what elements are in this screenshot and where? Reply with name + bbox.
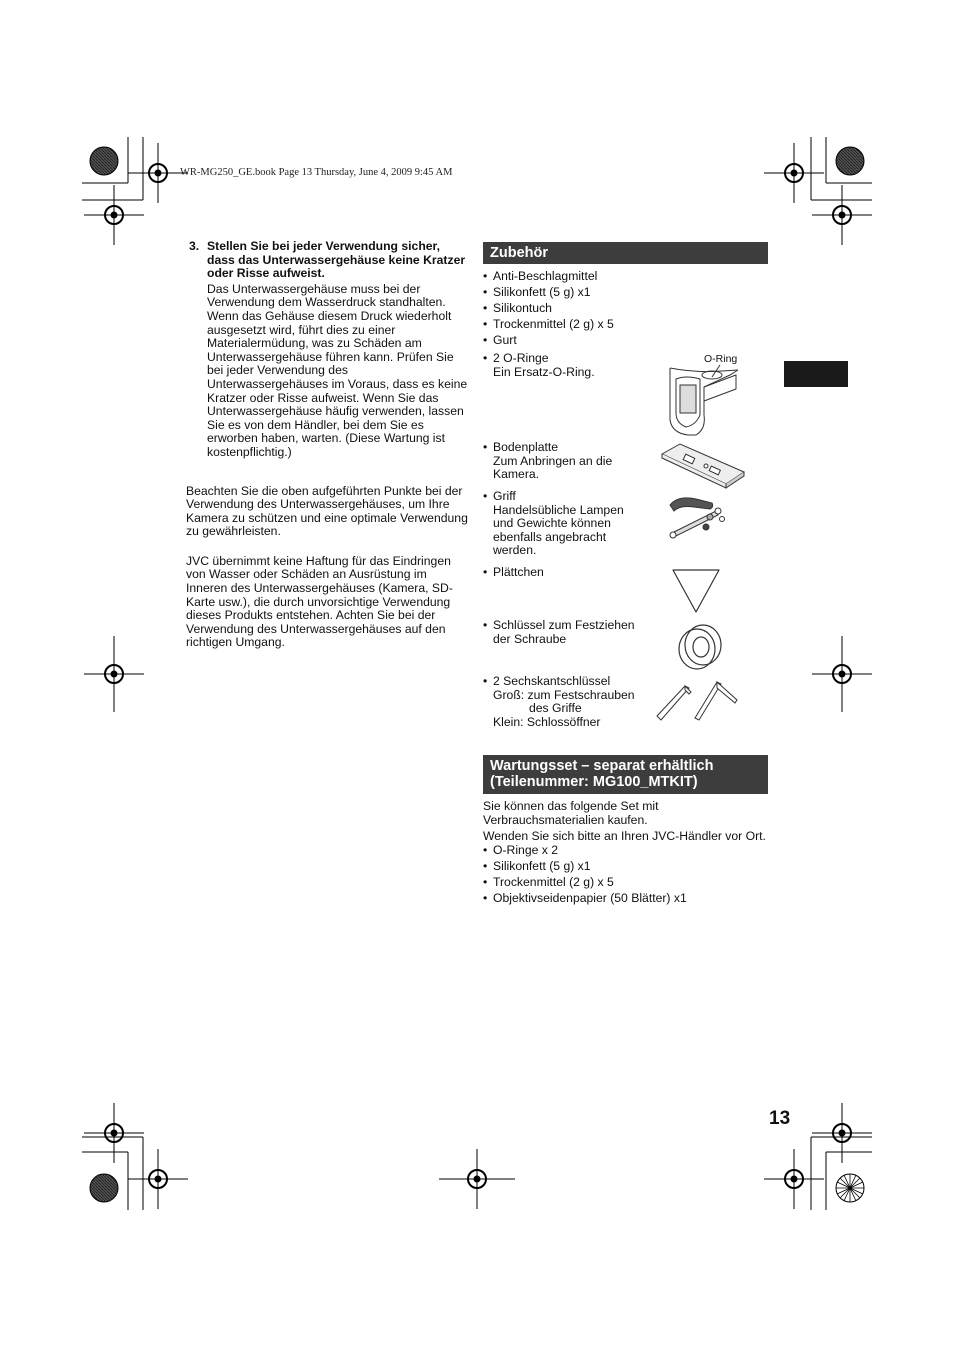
left-column xyxy=(186,240,468,650)
right-column xyxy=(483,242,768,348)
maintenance-heading: Wartungsset – separat erhältlich (Teilenummer: MG100_MTKIT) xyxy=(483,755,768,794)
list-item: • O-Ringe x 2 xyxy=(483,843,559,858)
list-item: • Trockenmittel (2 g) x 5 xyxy=(483,316,614,331)
accessories-list xyxy=(483,270,768,348)
step-3 xyxy=(186,240,468,281)
calibration-disc-top-left xyxy=(89,146,119,176)
registration-mark-bottom-right-2 xyxy=(764,1149,824,1209)
list-item: • Trockenmittel (2 g) x 5 xyxy=(483,875,614,890)
calibration-disc-bottom-right xyxy=(835,1173,865,1203)
item-plate: • Plättchen xyxy=(483,565,544,579)
maintenance-intro-1: Sie können das folgende Set mit Verbrauchsmaterialien kaufen. xyxy=(483,799,659,827)
calibration-disc-top-right xyxy=(835,146,865,176)
item-oring: • 2 O-Ringe Ein Ersatz-O-Ring. xyxy=(483,351,595,379)
registration-mark-bottom-center xyxy=(439,1149,515,1209)
list-item: • Gurt xyxy=(483,332,517,347)
registration-mark-top-left-2 xyxy=(84,185,144,245)
maintenance-intro-2: Wenden Sie sich bitte an Ihren JVC-Händler vor Ort. xyxy=(483,828,766,843)
list-item: • Anti-Beschlagmittel xyxy=(483,269,598,283)
calibration-disc-bottom-left xyxy=(89,1173,119,1203)
key-ring-illustration xyxy=(675,623,725,671)
print-header: WR-MG250_GE.book Page 13 Thursday, June 4, 2009 9:45 AM xyxy=(180,167,453,178)
paragraph-liability: JVC übernimmt keine Haftung für das Eindringen von Wasser oder Schäden an Ausrüstung im Inneren des Unterwassergehäuses (Kamera, SD-Karte usw.), die durch unvorsichtige Verwendung dieses Produkts entstehen. Achten Sie bei der Verwendung des Unterwassergehäuses auf den richtigen Umgang. xyxy=(186,553,453,650)
paragraph-protection: Beachten Sie die oben aufgeführten Punkte bei der Verwendung des Unterwassergehäuses, um Ihre Kamera zu schützen und eine optimale Verwendung zu gewährleisten. xyxy=(186,483,468,539)
item-grip: • Griff Handelsübliche Lampen und Gewichte können ebenfalls angebracht werden. xyxy=(483,489,624,558)
list-item: • Objektivseidenpapier (50 Blätter) x1 xyxy=(483,891,687,906)
page-number: 13 xyxy=(769,1108,791,1129)
list-item: • Silikonfett (5 g) x1 xyxy=(483,859,591,874)
registration-mark-mid-right xyxy=(812,636,872,712)
list-item: • Silikonfett (5 g) x1 xyxy=(483,284,591,299)
accessories-heading: Zubehör xyxy=(483,242,768,264)
grip-illustration xyxy=(666,493,728,541)
step-body: Das Unterwassergehäuse muss bei der Verwendung dem Wasserdruck standhalten. Wenn das Gehäuse diesem Druck wiederholt ausgesetzt wird, führt dies zu einer Materialermüdung, was zu Schäden am Unterwassergehäuse führen kann. Prüfen Sie bei jeder Verwendung des Unterwassergehäuses im Voraus, dass es keine Kratzer oder Risse aufweist. Wenn Sie das Unterwassergehäuse häufig verwenden, lassen Sie es von dem Händler, bei dem Sie es erworben haben, warten. (Diese Wartung ist kostenpflichtig.) xyxy=(207,281,468,459)
oring-callout: O-Ring xyxy=(704,353,738,365)
step-number: 3. xyxy=(189,239,200,253)
section-tab-marker xyxy=(784,361,848,387)
maintenance-list xyxy=(483,844,768,906)
plate-triangle-illustration xyxy=(671,568,721,614)
registration-mark-bottom-left-2 xyxy=(128,1149,188,1209)
baseplate-illustration xyxy=(660,442,746,488)
registration-mark-mid-left xyxy=(84,636,144,712)
item-baseplate: • Bodenplatte Zum Anbringen an die Kamera. xyxy=(483,440,613,482)
step-title: Stellen Sie bei jeder Verwendung sicher, dass das Unterwassergehäuse keine Kratzer oder Risse aufweist. xyxy=(207,239,466,281)
list-item: • Silikontuch xyxy=(483,300,552,315)
item-key: • Schlüssel zum Festziehen der Schraube xyxy=(483,618,635,646)
oring-housing-illustration xyxy=(666,365,746,437)
hex-keys-illustration xyxy=(655,680,739,722)
registration-mark-top-right-2 xyxy=(812,185,872,245)
item-hex-keys: • 2 Sechskantschlüssel Groß: zum Festschrauben des Griffe Klein: Schlossöffner xyxy=(483,674,635,729)
maintenance-section xyxy=(483,755,768,906)
